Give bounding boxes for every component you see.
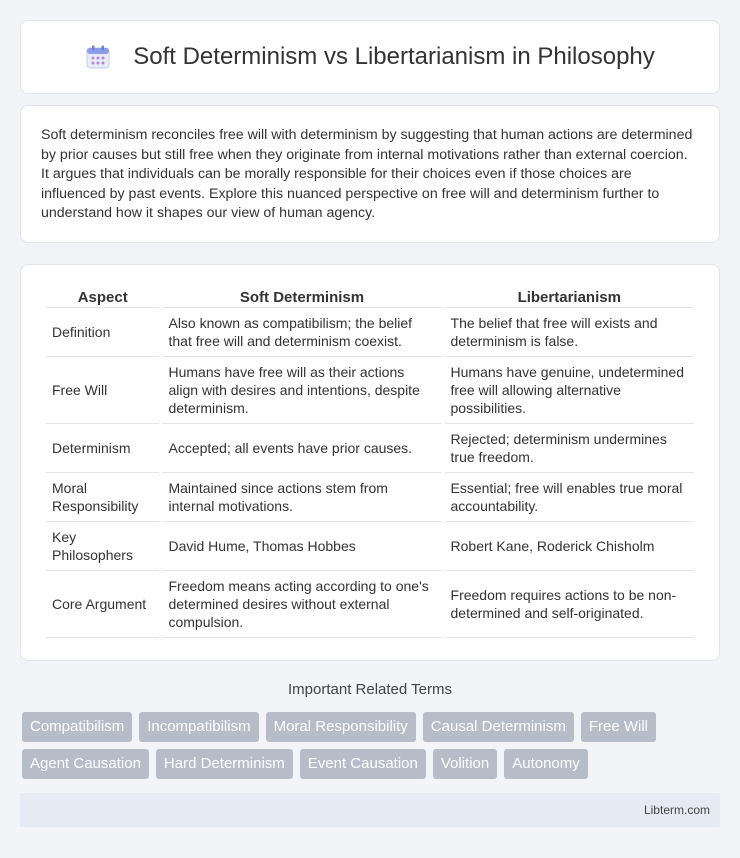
term-chip-causal-determinism[interactable]: Causal Determinism — [423, 712, 574, 742]
related-terms-title: Important Related Terms — [288, 681, 452, 698]
footer — [20, 793, 720, 827]
row-libertarian-value: Rejected; determinism undermines true freedom. — [445, 424, 694, 473]
comparison-table — [43, 285, 697, 638]
row-soft-value: Humans have free will as their actions align with desires and intentions, despite determinism. — [162, 357, 441, 424]
term-chip-agent-causation[interactable]: Agent Causation — [22, 749, 149, 779]
row-soft-value: Freedom means acting according to one's determined desires without external compulsion. — [162, 571, 441, 638]
table-row — [46, 308, 694, 357]
comparison-card — [20, 264, 720, 661]
intro-paragraph: Soft determinism reconciles free will with determinism by suggesting that human actions are determined by prior causes but still free when they originate from internal motivations rather than external coercion. It argues that individuals can be morally responsible for their choices even if those choices are influenced by past events. Explore this nuanced perspective on free will and determinism further to understand how it shapes our view of human agency. — [41, 127, 693, 222]
row-aspect: Free Will — [46, 357, 159, 424]
row-soft-value: Accepted; all events have prior causes. — [162, 424, 441, 473]
term-chip-hard-determinism[interactable]: Hard Determinism — [156, 749, 293, 779]
row-soft-value: Also known as compatibilism; the belief that free will and determinism coexist. — [162, 308, 441, 357]
intro-card — [20, 105, 720, 243]
term-chip-moral-responsibility[interactable]: Moral Responsibility — [266, 712, 416, 742]
row-aspect: Definition — [46, 308, 159, 357]
table-row — [46, 571, 694, 638]
row-aspect: Moral Responsibility — [46, 473, 159, 522]
row-aspect: Determinism — [46, 424, 159, 473]
row-soft-value: David Hume, Thomas Hobbes — [162, 522, 441, 571]
term-chip-volition[interactable]: Volition — [433, 749, 497, 779]
term-chip-incompatibilism[interactable]: Incompatibilism — [139, 712, 258, 742]
table-row — [46, 473, 694, 522]
row-aspect: Core Argument — [46, 571, 159, 638]
page-title: Soft Determinism vs Libertarianism in Philosophy — [133, 43, 655, 70]
header-aspect: Aspect — [46, 285, 159, 308]
calendar-icon — [85, 44, 111, 70]
table-header-row — [46, 285, 694, 308]
header-libertarianism: Libertarianism — [445, 285, 694, 308]
term-chip-event-causation[interactable]: Event Causation — [300, 749, 426, 779]
row-libertarian-value: Humans have genuine, undetermined free will allowing alternative possibilities. — [445, 357, 694, 424]
row-libertarian-value: The belief that free will exists and determinism is false. — [445, 308, 694, 357]
table-row — [46, 522, 694, 571]
title-card — [20, 20, 720, 94]
term-chip-compatibilism[interactable]: Compatibilism — [22, 712, 132, 742]
row-libertarian-value: Robert Kane, Roderick Chisholm — [445, 522, 694, 571]
header-soft-determinism: Soft Determinism — [162, 285, 441, 308]
row-libertarian-value: Essential; free will enables true moral accountability. — [445, 473, 694, 522]
term-chip-free-will[interactable]: Free Will — [581, 712, 656, 742]
term-chip-autonomy[interactable]: Autonomy — [504, 749, 588, 779]
footer-brand-link[interactable]: Libterm.com — [643, 803, 710, 817]
row-soft-value: Maintained since actions stem from internal motivations. — [162, 473, 441, 522]
table-row — [46, 357, 694, 424]
row-aspect: Key Philosophers — [46, 522, 159, 571]
related-terms-list — [22, 712, 722, 779]
row-libertarian-value: Freedom requires actions to be non-determined and self-originated. — [445, 571, 694, 638]
table-row — [46, 424, 694, 473]
